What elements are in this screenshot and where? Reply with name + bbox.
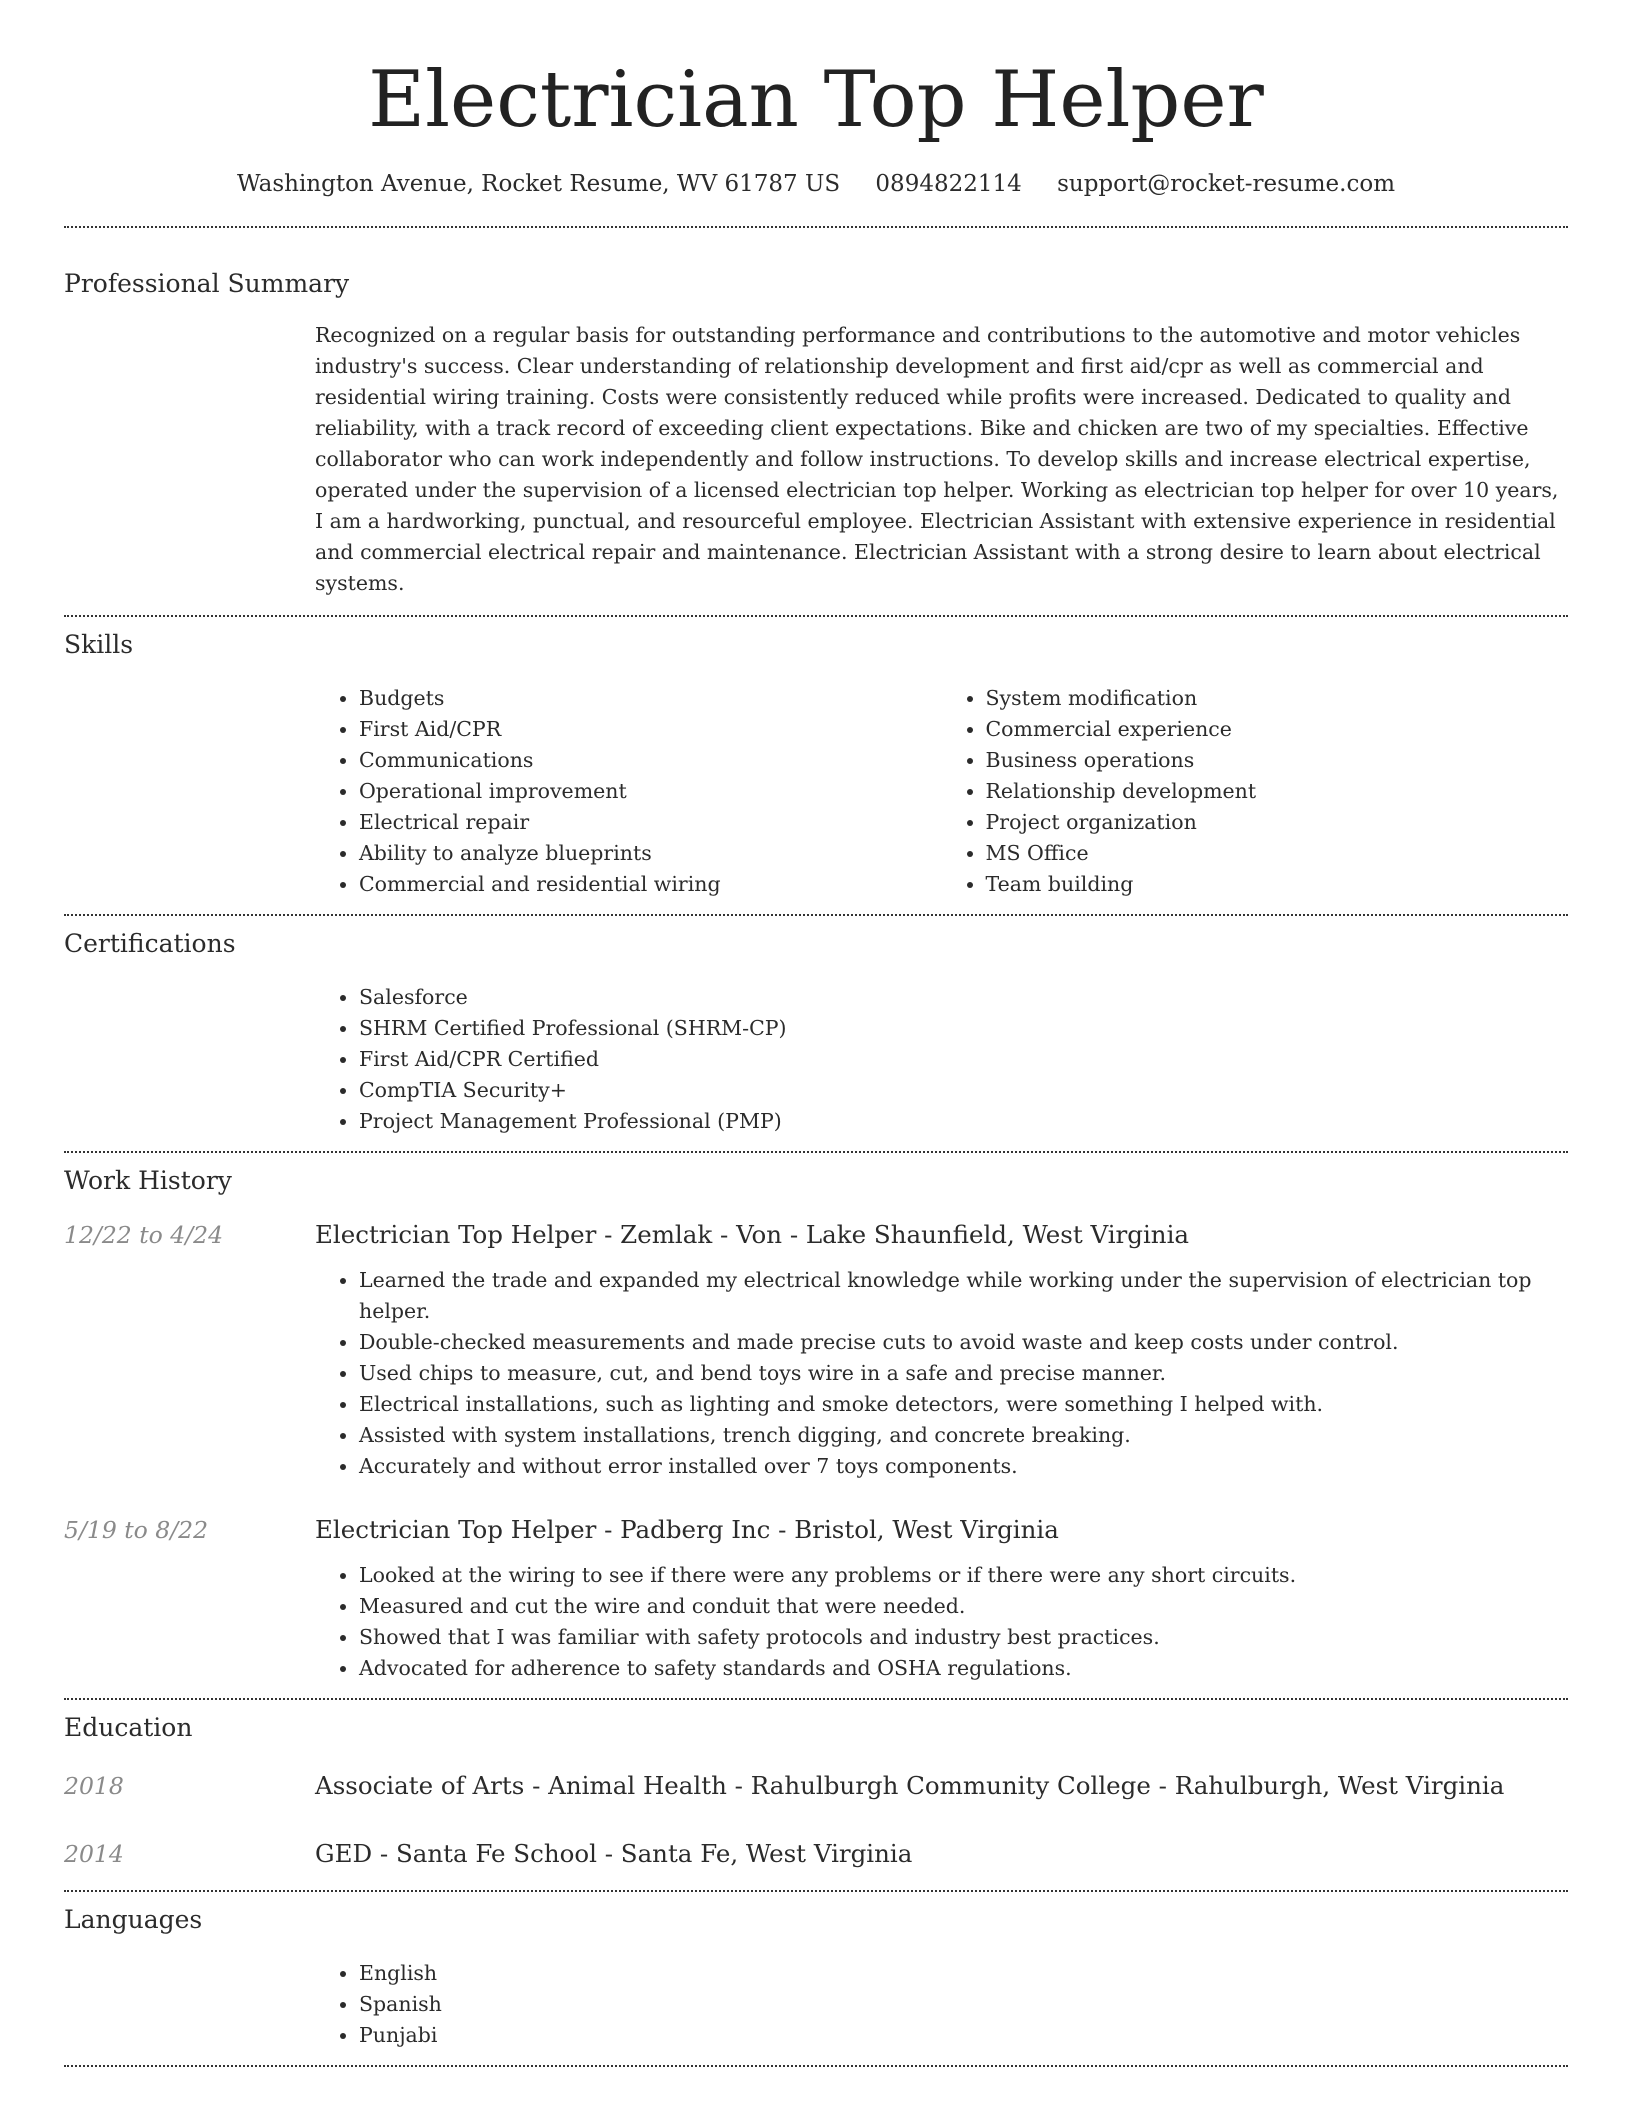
certifications-list [315,982,1568,1137]
education-details: Associate of Arts - Animal Health - Rahulburgh Community College - Rahulburgh, West Virginia [315,1771,1505,1800]
address: Washington Avenue, Rocket Resume, WV 61787 US [236,171,841,197]
skill-item: • Communications [359,745,942,776]
language-item: • Punjabi [359,2020,1568,2051]
skills-list-left [315,683,942,900]
certifications-section [64,928,1568,1137]
summary-title: Professional Summary [64,269,350,298]
skill-item: • Commercial and residential wiring [359,869,942,900]
job-bullet: • Double-checked measurements and made precise cuts to avoid waste and keep costs under control. [359,1327,1568,1358]
job-entry [64,1514,1568,1684]
job-bullet: • Looked at the wiring to see if there were any problems or if there were any short circuits. [359,1560,1568,1591]
job-dates: 5/19 to 8/22 [64,1516,209,1544]
work-history-section [64,1165,1568,1684]
resume-page [64,0,1568,2067]
education-details: GED - Santa Fe School - Santa Fe, West Virginia [315,1839,913,1868]
skills-list-right [942,683,1569,900]
certification-item: • Salesforce [359,982,1568,1013]
job-bullets [315,1265,1568,1482]
skill-item: • Ability to analyze blueprints [359,838,942,869]
divider [64,2065,1568,2067]
skill-item: • Business operations [986,745,1569,776]
job-bullet: • Used chips to measure, cut, and bend toys wire in a safe and precise manner. [359,1358,1568,1389]
skill-item: • System modification [986,683,1569,714]
work-history-title: Work History [64,1166,232,1195]
job-bullets [315,1560,1568,1684]
job-bullet: • Electrical installations, such as lighting and smoke detectors, were something I helped with. [359,1389,1568,1420]
job-bullet: • Learned the trade and expanded my electrical knowledge while working under the supervision of electrician top helper. [359,1265,1568,1327]
divider [64,914,1568,916]
job-dates: 12/22 to 4/24 [64,1221,224,1249]
divider [64,615,1568,617]
job-bullet: • Showed that I was familiar with safety protocols and industry best practices. [359,1622,1568,1653]
divider [64,1151,1568,1153]
education-year: 2014 [64,1840,124,1868]
skill-item: • Electrical repair [359,807,942,838]
summary-section [64,268,1568,599]
language-item: • Spanish [359,1989,1568,2020]
skill-item: • Operational improvement [359,776,942,807]
phone: 0894822114 [875,171,1022,197]
skill-item: • Commercial experience [986,714,1569,745]
divider [64,1698,1568,1700]
job-entry [64,1219,1568,1482]
job-bullet: • Accurately and without error installed over 7 toys components. [359,1451,1568,1482]
skill-item: • Team building [986,869,1569,900]
languages-title: Languages [64,1905,203,1934]
education-year: 2018 [64,1772,124,1800]
contact-line [64,168,1568,200]
candidate-name: Electrician Top Helper [368,55,1264,145]
summary-text: Recognized on a regular basis for outstanding performance and contributions to the automotive and motor vehicles industry's success. Clear understanding of relationship development and first aid/cpr as well as commercial and residential wiring training. Costs were consistently reduced while profits were increased. Dedicated to quality and reliability, with a track record of exceeding client expectations. Bike and chicken are two of my specialties. Effective collaborator who can work independently and follow instructions. To develop skills and increase electrical expertise, operated under the supervision of a licensed electrician top helper. Working as electrician top helper for over 10 years, I am a hardworking, punctual, and resourceful employee. Electrician Assistant with extensive experience in residential and commercial electrical repair and maintenance. Electrician Assistant with a strong desire to learn about electrical systems. [315,323,1559,595]
language-item: • English [359,1958,1568,1989]
education-title: Education [64,1713,193,1742]
skill-item: • Budgets [359,683,942,714]
certification-item: • CompTIA Security+ [359,1075,1568,1106]
job-bullet: • Measured and cut the wire and conduit that were needed. [359,1591,1568,1622]
languages-list [315,1958,1568,2051]
skill-item: • First Aid/CPR [359,714,942,745]
skill-item: • Relationship development [986,776,1569,807]
job-heading: Electrician Top Helper - Zemlak - Von - Lake Shaunfield, West Virginia [315,1220,1190,1249]
certification-item: • First Aid/CPR Certified [359,1044,1568,1075]
skills-title: Skills [64,630,134,659]
education-entry [64,1838,1568,1870]
certification-item: • SHRM Certified Professional (SHRM-CP) [359,1013,1568,1044]
job-heading: Electrician Top Helper - Padberg Inc - Bristol, West Virginia [315,1515,1059,1544]
job-bullet: • Assisted with system installations, trench digging, and concrete breaking. [359,1420,1568,1451]
skill-item: • Project organization [986,807,1569,838]
email: support@rocket-resume.com [1057,171,1396,197]
skills-section [64,629,1568,900]
divider [64,1890,1568,1892]
education-entry [64,1770,1568,1802]
job-bullet: • Advocated for adherence to safety standards and OSHA regulations. [359,1653,1568,1684]
education-section [64,1712,1568,1870]
certifications-title: Certifications [64,929,236,958]
divider [64,226,1568,228]
certification-item: • Project Management Professional (PMP) [359,1106,1568,1137]
skill-item: • MS Office [986,838,1569,869]
languages-section [64,1904,1568,2051]
